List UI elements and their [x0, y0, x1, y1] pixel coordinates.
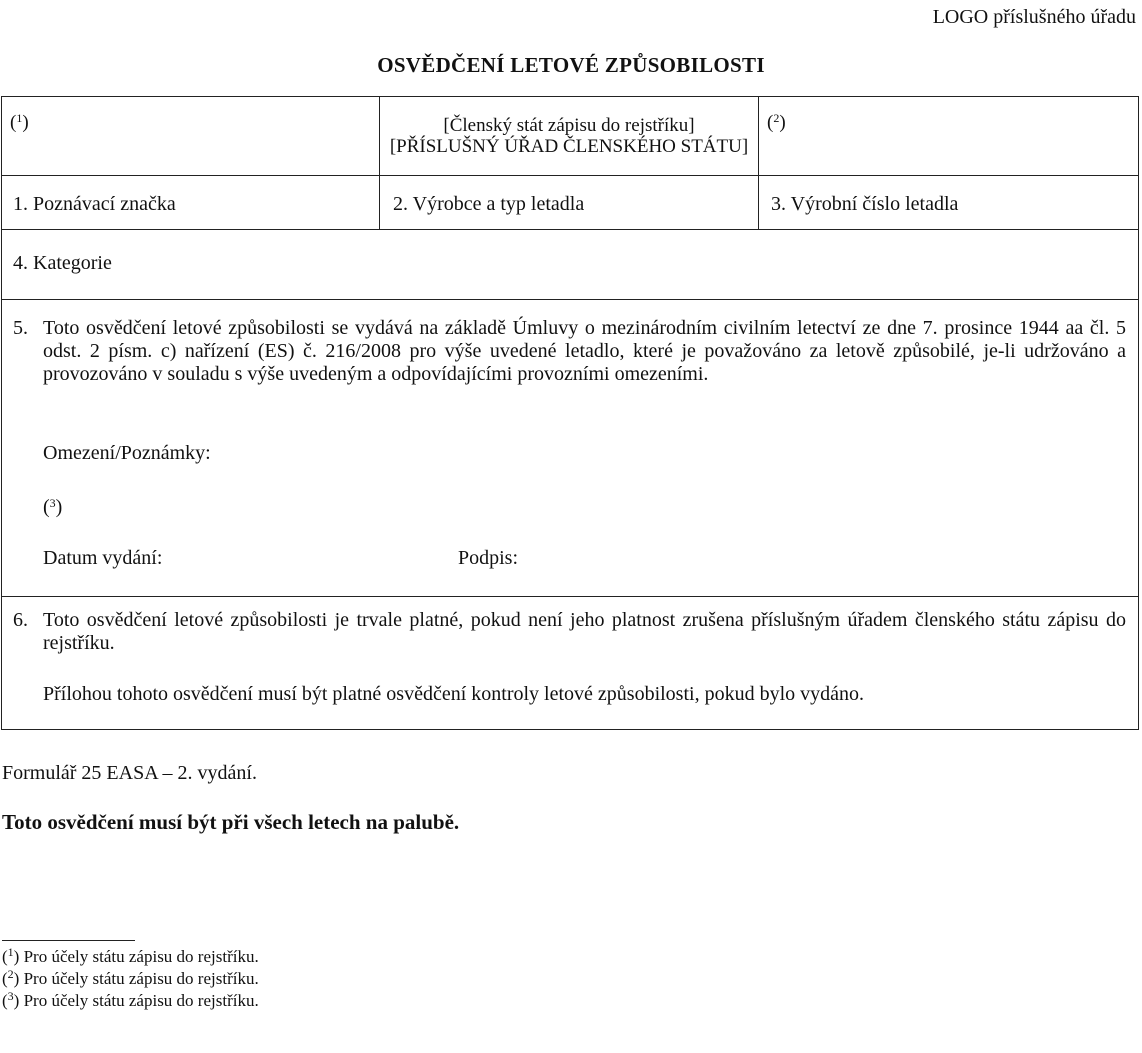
review-certificate-text: Přílohou tohoto osvědčení musí být platné osvědčení kontroly letové způsobilosti, pokud bylo vydáno.	[43, 683, 865, 705]
validity-text: Toto osvědčení letové způsobilosti je trvale platné, pokud není jeho platnost zrušena příslušným úřadem členského státu zápisu do rejstříku.	[43, 609, 1126, 654]
cell-footnote-2	[759, 97, 1138, 175]
authority-logo-placeholder: LOGO příslušného úřadu	[932, 6, 1136, 28]
item-number-5: 5.	[13, 317, 28, 339]
remarks-label: Omezení/Poznámky:	[43, 442, 211, 464]
item-number-6: 6.	[13, 609, 28, 631]
date-of-issue-label: Datum vydání:	[43, 547, 163, 569]
issuing-state-row	[2, 97, 1138, 176]
category-row	[2, 230, 1138, 300]
footnote-2: ($^2$) Pro účely státu zápisu do rejstříku.	[2, 967, 259, 988]
footnote-marker-3: ($^3$)	[43, 496, 63, 518]
cell-serial-number	[759, 176, 1138, 229]
footnote-marker-1: ($^1$)	[10, 111, 29, 133]
form-identifier: Formulář 25 EASA – 2. vydání.	[2, 762, 257, 784]
onboard-requirement-note: Toto osvědčení musí být při všech letech na palubě.	[2, 810, 460, 834]
document-title: OSVĚDČENÍ LETOVÉ ZPŮSOBILOSTI	[377, 53, 765, 77]
issuing-state-block	[380, 115, 758, 157]
competent-authority-line: [PŘÍSLUŠNÝ ÚŘAD ČLENSKÉHO STÁTU]	[389, 136, 749, 157]
issuance-basis-row	[2, 300, 1138, 597]
validity-row	[2, 597, 1138, 729]
footnotes-list	[2, 946, 259, 1012]
footnote-marker-2: ($^2$)	[767, 111, 786, 133]
category-label: 4. Kategorie	[13, 252, 112, 274]
member-state-line: [Členský stát zápisu do rejstříku]	[443, 115, 695, 136]
issuance-basis-text: Toto osvědčení letové způsobilosti se vydává na základě Úmluvy o mezinárodním civilním letectví ze dne 7. prosince 1944 aa čl. 5 odst. 2 písm. c) nařízení (ES) č. 216/2008 pro výše uvedené letadlo, které je považováno za letově způsobilé, je-li udržováno a provozováno v souladu s výše uvedeným a odpovídajícími provozními omezeními.	[43, 317, 1126, 385]
cell-issuing-state	[380, 97, 759, 175]
cell-registration-mark	[2, 176, 380, 229]
manufacturer-type-label: 2. Výrobce a typ letadla	[393, 193, 585, 215]
footnote-3: ($^3$) Pro účely státu zápisu do rejstříku.	[2, 989, 259, 1010]
cell-footnote-1	[2, 97, 380, 175]
aircraft-identity-row	[2, 176, 1138, 230]
footnote-1: ($^1$) Pro účely státu zápisu do rejstříku.	[2, 945, 259, 966]
footnote-separator	[2, 940, 135, 941]
registration-mark-label: 1. Poznávací značka	[13, 193, 176, 215]
signature-label: Podpis:	[458, 547, 519, 569]
cell-manufacturer-type	[380, 176, 759, 229]
certificate-form	[1, 96, 1139, 730]
serial-number-label: 3. Výrobní číslo letadla	[771, 193, 959, 215]
